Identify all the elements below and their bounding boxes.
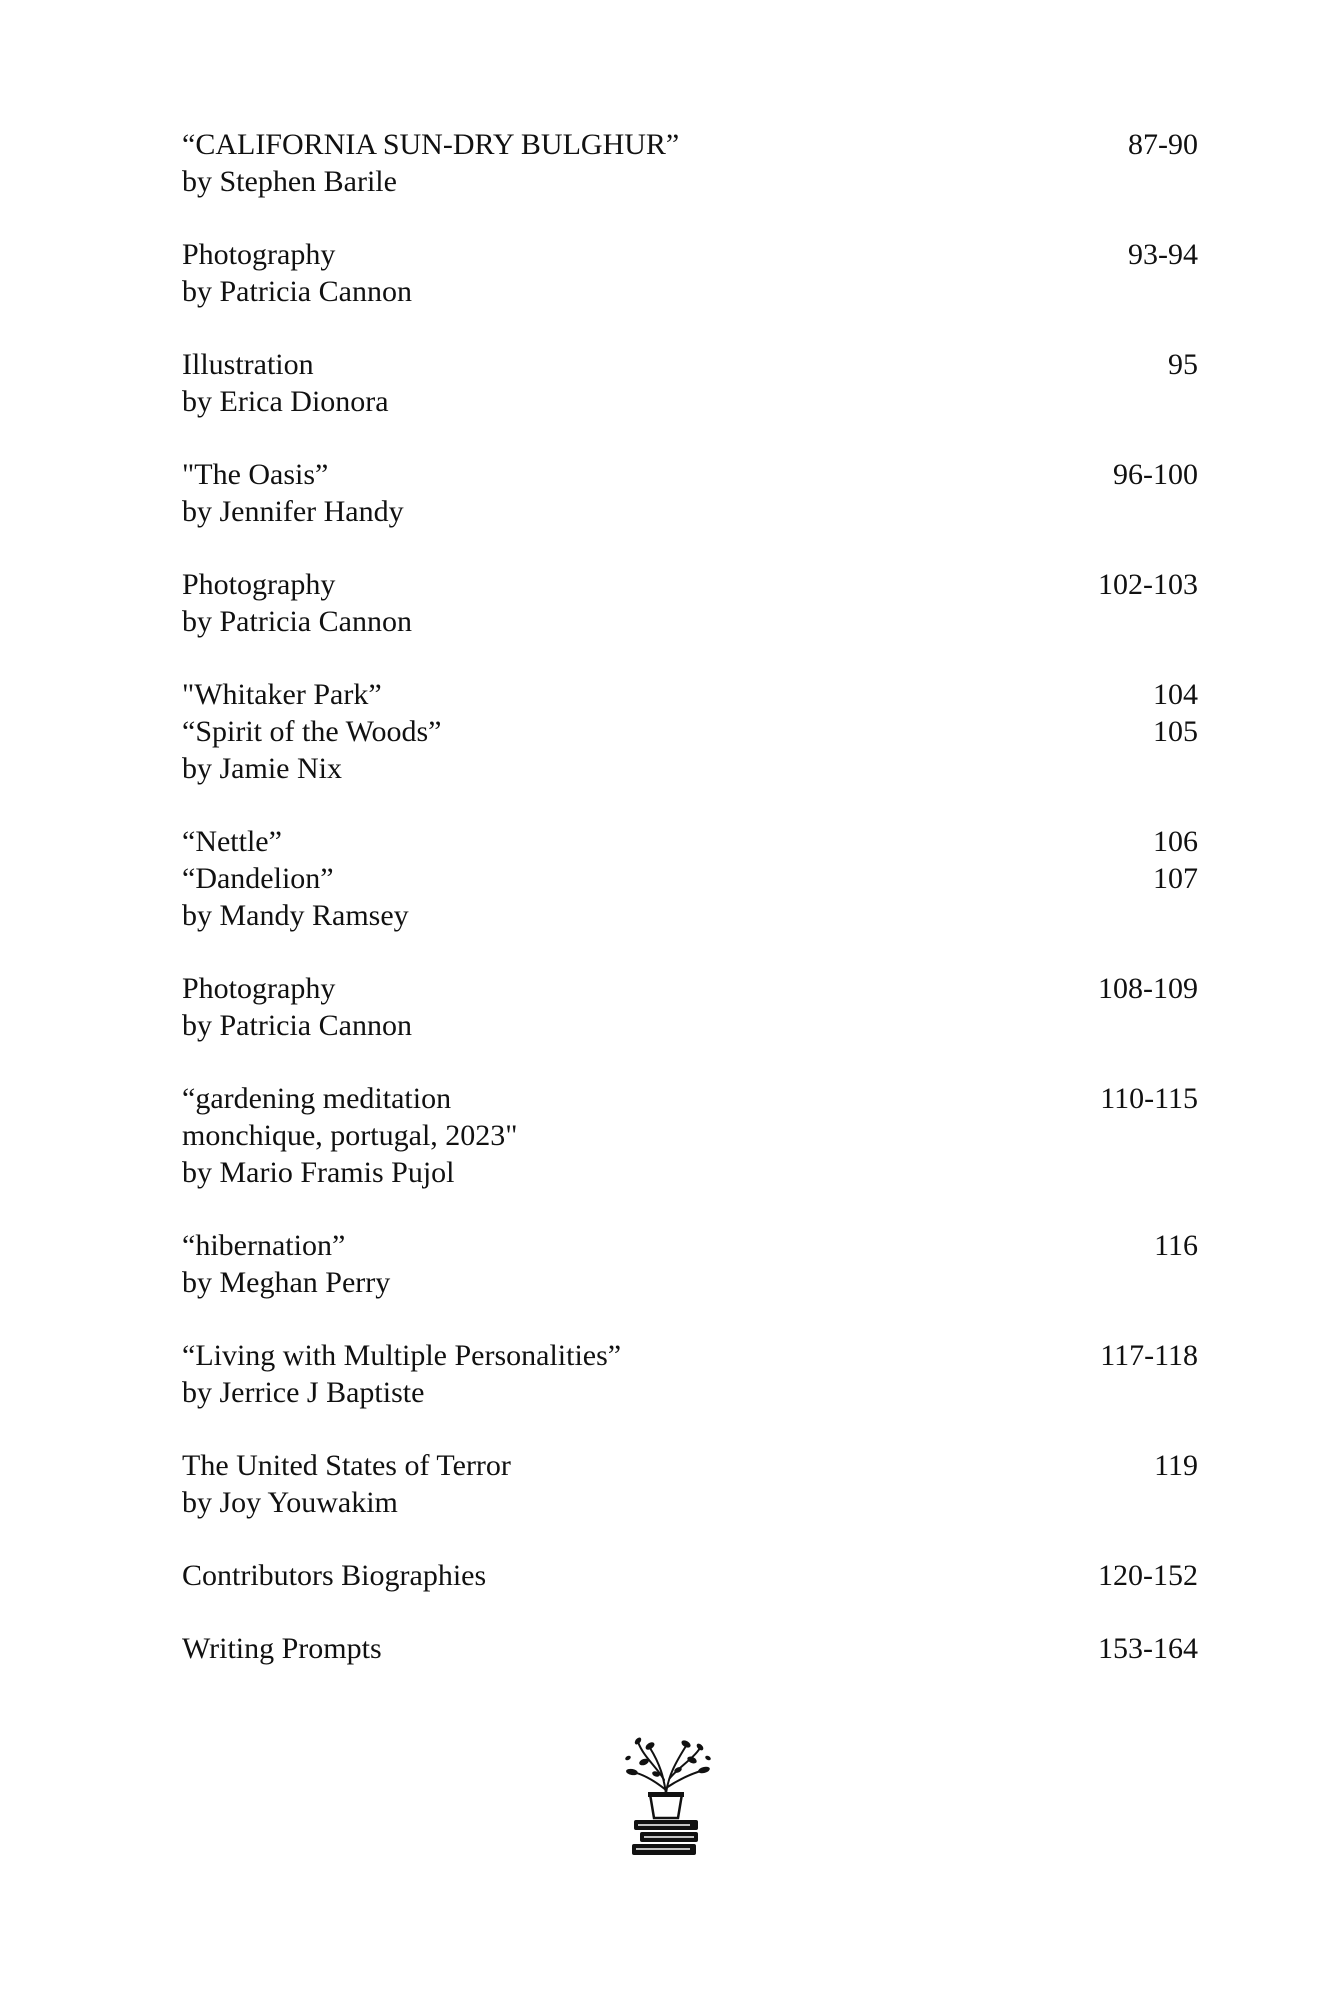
- toc-entry-page-number: 116: [1154, 1229, 1198, 1262]
- toc-entry-page-number: 95: [1168, 348, 1198, 381]
- toc-entry-author: by Meghan Perry: [182, 1266, 391, 1299]
- toc-entry-title-block: [182, 1227, 390, 1301]
- toc-entry-title: Photography: [182, 568, 336, 601]
- toc-entry-title: "Whitaker Park”: [182, 678, 382, 711]
- toc-entry-title: “gardening meditation: [182, 1082, 452, 1115]
- plant-on-books-icon: [620, 1728, 712, 1860]
- toc-entry-title: Photography: [182, 238, 336, 271]
- toc-entry-pages-block: [1153, 676, 1198, 787]
- toc-entry-pages-block: [1128, 126, 1198, 200]
- toc-entry: [182, 456, 1198, 530]
- toc-entry-title: “Dandelion”: [182, 862, 334, 895]
- toc-entry-title-block: [182, 823, 409, 934]
- table-of-contents: [182, 126, 1198, 1667]
- toc-entry-title-block: [182, 566, 412, 640]
- toc-entry-title: “hibernation”: [182, 1229, 346, 1262]
- toc-entry-author: by Mario Framis Pujol: [182, 1156, 455, 1189]
- toc-entry-title: "The Oasis”: [182, 458, 329, 491]
- toc-entry-author: by Erica Dionora: [182, 385, 389, 418]
- toc-entry-title-block: [182, 126, 679, 200]
- toc-entry-title-block: [182, 1337, 621, 1411]
- toc-entry-title: Writing Prompts: [182, 1632, 382, 1665]
- toc-entry-page-number: 104: [1153, 678, 1198, 711]
- toc-entry: [182, 236, 1198, 310]
- toc-entry-title: Illustration: [182, 348, 314, 381]
- toc-entry: [182, 566, 1198, 640]
- toc-entry-author: by Patricia Cannon: [182, 275, 412, 308]
- toc-entry-pages-block: [1098, 1630, 1198, 1667]
- toc-entry: [182, 970, 1198, 1044]
- toc-entry: [182, 1447, 1198, 1521]
- toc-entry-pages-block: [1168, 346, 1198, 420]
- toc-entry-page-number: 110-115: [1100, 1082, 1198, 1115]
- toc-entry-title: “Living with Multiple Personalities”: [182, 1339, 622, 1372]
- toc-entry: [182, 346, 1198, 420]
- toc-entry-author: by Patricia Cannon: [182, 1009, 412, 1042]
- toc-entry-title-block: [182, 346, 389, 420]
- toc-entry-page-number: 120-152: [1098, 1559, 1198, 1592]
- toc-entry-pages-block: [1153, 823, 1198, 934]
- toc-entry-title: “Spirit of the Woods”: [182, 715, 442, 748]
- toc-entry-pages-block: [1128, 236, 1198, 310]
- toc-entry-page-number: 93-94: [1128, 238, 1198, 271]
- toc-entry-title: “Nettle”: [182, 825, 282, 858]
- toc-entry-pages-block: [1100, 1080, 1198, 1191]
- toc-entry-author: by Jerrice J Baptiste: [182, 1376, 425, 1409]
- toc-entry: [182, 1630, 1198, 1667]
- toc-entry-pages-block: [1100, 1337, 1198, 1411]
- toc-entry-page-number: 108-109: [1098, 972, 1198, 1005]
- toc-entry-page-number: 105: [1153, 715, 1198, 748]
- toc-entry-author: by Jamie Nix: [182, 752, 342, 785]
- toc-entry-page-number: 106: [1153, 825, 1198, 858]
- toc-entry-pages-block: [1098, 970, 1198, 1044]
- toc-entry-pages-block: [1154, 1227, 1198, 1301]
- toc-entry-title-block: [182, 1557, 486, 1594]
- toc-entry-pages-block: [1098, 566, 1198, 640]
- toc-entry-page-number: 87-90: [1128, 128, 1198, 161]
- toc-entry-author: by Stephen Barile: [182, 165, 397, 198]
- toc-entry-page-number: 107: [1153, 862, 1198, 895]
- toc-entry: [182, 1227, 1198, 1301]
- toc-entry-title: Contributors Biographies: [182, 1559, 487, 1592]
- toc-entry-pages-block: [1098, 1557, 1198, 1594]
- toc-entry-page-number: 119: [1154, 1449, 1198, 1482]
- toc-entry: [182, 823, 1198, 934]
- toc-entry-title-block: [182, 1447, 511, 1521]
- toc-entry: [182, 1080, 1198, 1191]
- toc-entry-title: monchique, portugal, 2023": [182, 1119, 518, 1152]
- toc-entry-page-number: 102-103: [1098, 568, 1198, 601]
- toc-entry-author: by Patricia Cannon: [182, 605, 412, 638]
- toc-entry-title: The United States of Terror: [182, 1449, 511, 1482]
- toc-entry-page-number: 96-100: [1113, 458, 1198, 491]
- toc-entry-title-block: [182, 456, 404, 530]
- toc-entry-pages-block: [1154, 1447, 1198, 1521]
- toc-entry: [182, 126, 1198, 200]
- toc-entry-title-block: [182, 970, 412, 1044]
- toc-entry: [182, 676, 1198, 787]
- toc-entry-title: “CALIFORNIA SUN-DRY BULGHUR”: [182, 128, 680, 161]
- toc-entry-author: by Joy Youwakim: [182, 1486, 398, 1519]
- toc-entry-pages-block: [1113, 456, 1198, 530]
- toc-entry: [182, 1337, 1198, 1411]
- toc-entry-page-number: 153-164: [1098, 1632, 1198, 1665]
- toc-entry-author: by Jennifer Handy: [182, 495, 404, 528]
- toc-entry: [182, 1557, 1198, 1594]
- toc-entry-author: by Mandy Ramsey: [182, 899, 409, 932]
- toc-entry-page-number: 117-118: [1100, 1339, 1198, 1372]
- toc-entry-title-block: [182, 236, 412, 310]
- toc-entry-title: Photography: [182, 972, 336, 1005]
- toc-entry-title-block: [182, 1080, 518, 1191]
- toc-entry-title-block: [182, 1630, 382, 1667]
- toc-entry-title-block: [182, 676, 442, 787]
